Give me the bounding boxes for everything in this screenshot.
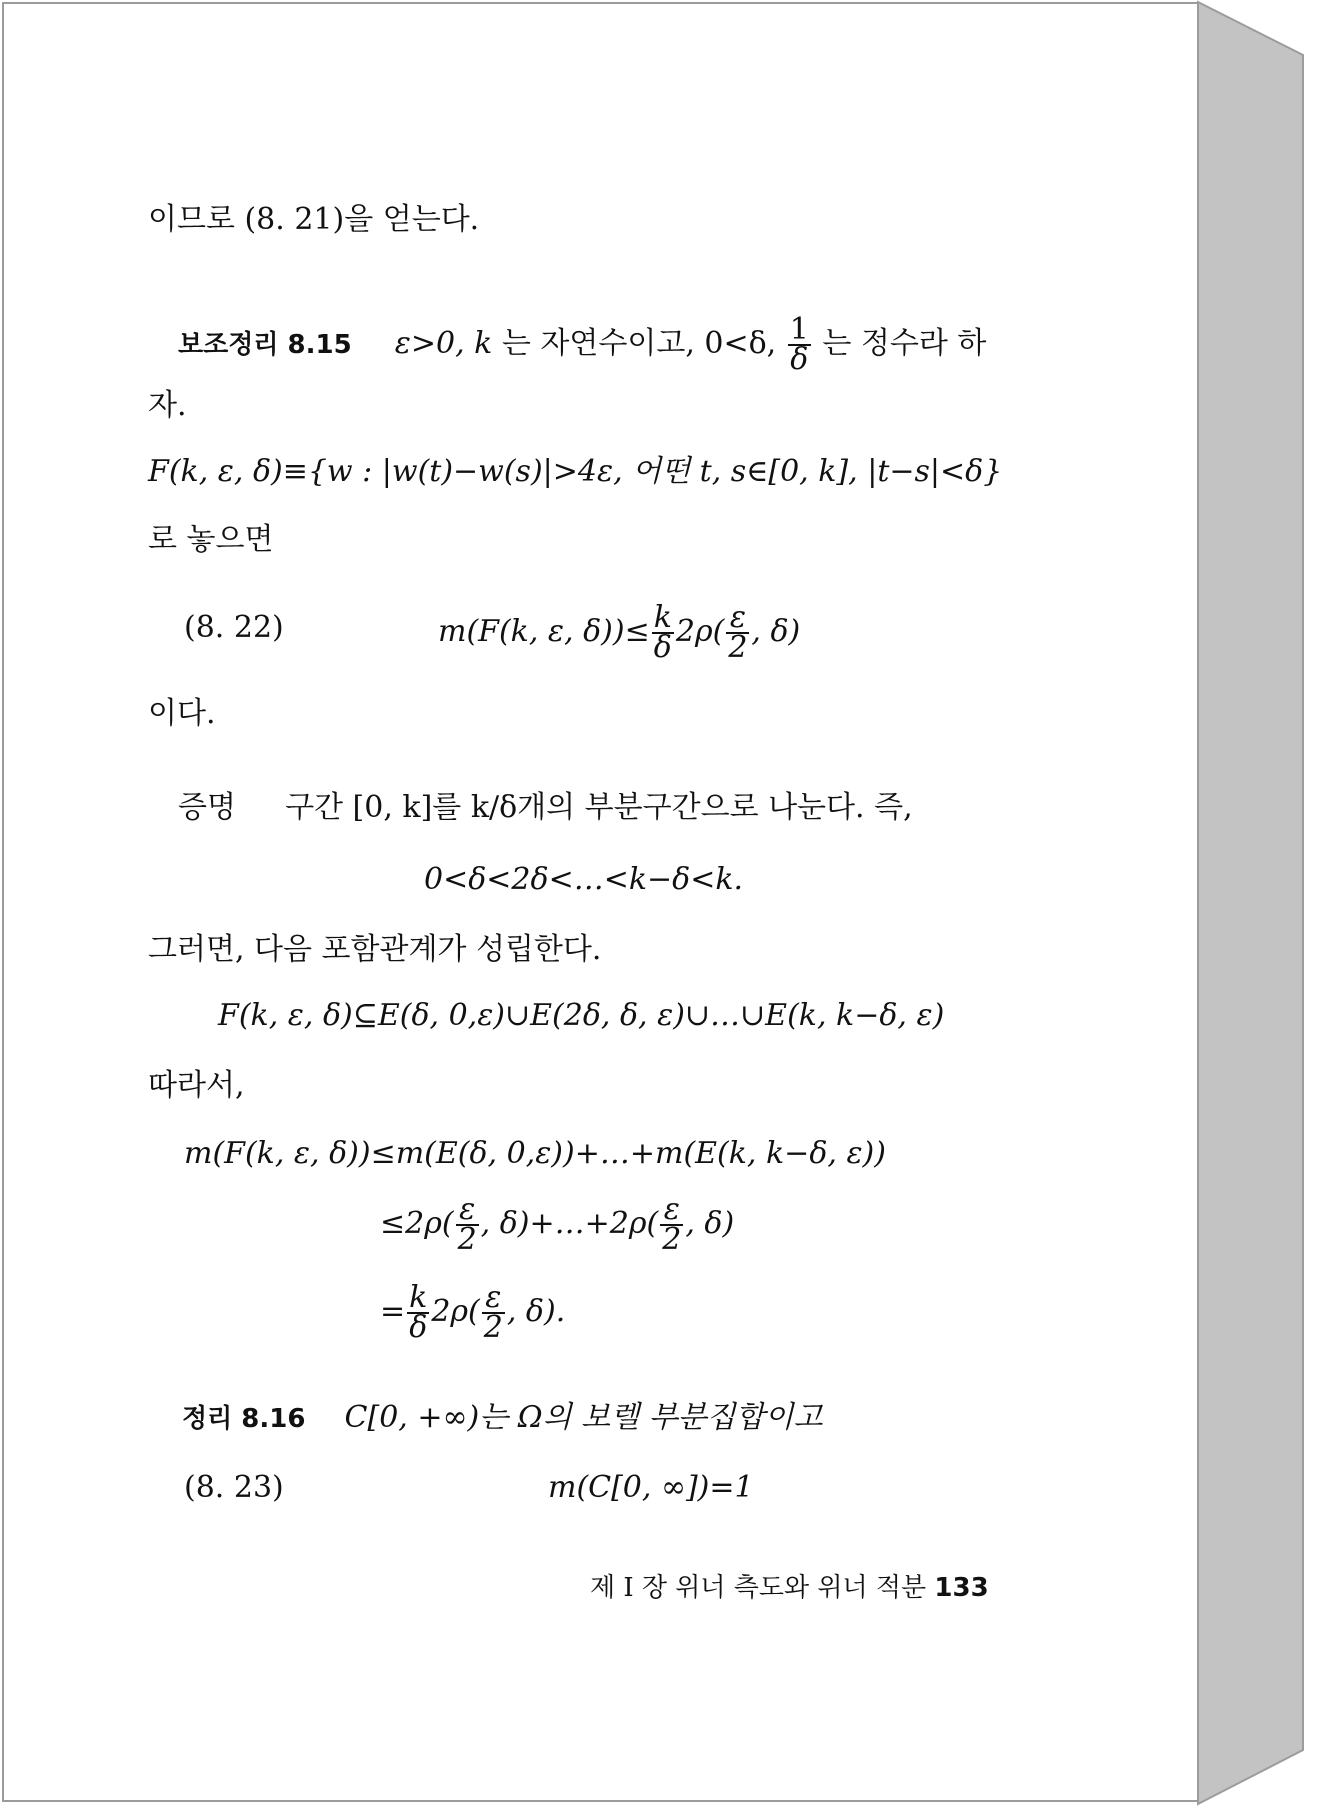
equation-8-23: m(C[0, ∞])=1 (548, 1470, 754, 1505)
measure-bound-line (380, 1192, 735, 1257)
eq822-f1-den: δ (653, 630, 672, 665)
measure-inequality: m(F(k, ε, δ))≤m(E(δ, 0,ε))+…+m(E(k, k−δ, ε)) (184, 1136, 886, 1171)
bound-f2-num: ε (660, 1196, 683, 1226)
equation-8-22-label: (8. 22) (184, 610, 284, 645)
proof-label: 증명 (178, 790, 236, 825)
eq822-f2-den: 2 (728, 630, 748, 665)
text-line-1: 이므로 (8. 21)을 얻는다. (148, 202, 480, 237)
lemma-fraction (788, 312, 811, 377)
lemma-fraction-den: δ (790, 342, 809, 377)
result-f1-num: k (409, 1280, 428, 1315)
bound-f1-num: ε (456, 1196, 479, 1226)
bound-fraction-1 (456, 1192, 479, 1257)
theorem-text: C[0, +∞)는 Ω의 보렐 부분집합이고 (344, 1400, 823, 1435)
eq822-left: m(F(k, ε, δ))≤ (438, 614, 650, 649)
theorem-line (182, 1398, 822, 1439)
theorem-label: 정리 8.16 (182, 1404, 306, 1434)
result-fraction-2 (482, 1280, 505, 1345)
result-f2-den: 2 (483, 1310, 503, 1345)
definition-F: F(k, ε, δ)≡{w : |w(t)−w(s)|>4ε, 어떤 t, s∈[0, k], |t−s|<δ} (148, 454, 1003, 489)
equation-8-22 (438, 600, 801, 665)
bound-f2-den: 2 (662, 1222, 682, 1257)
page-footer (590, 1568, 989, 1608)
eq822-f1-num: k (653, 600, 672, 635)
bound-a: ≤2ρ( (380, 1206, 454, 1241)
inclusion-relation: F(k, ε, δ)⊆E(δ, 0,ε)∪E(2δ, δ, ε)∪…∪E(k, k−δ, ε) (218, 998, 945, 1033)
result-c: , δ). (506, 1294, 566, 1329)
lemma-k: k (474, 326, 493, 361)
text-line-12: 따라서, (148, 1068, 245, 1103)
eq822-f2-num: ε (726, 604, 749, 634)
lemma-fraction-num: 1 (789, 312, 809, 347)
bound-fraction-2 (660, 1192, 683, 1257)
footer-chapter: 제 I 장 위너 측도와 위너 적분 (590, 1573, 927, 1603)
proof-line (178, 788, 913, 828)
bound-c: , δ) (685, 1206, 735, 1241)
result-fraction-1 (407, 1280, 429, 1345)
result-f2-num: ε (482, 1284, 505, 1314)
eq822-fraction-1 (652, 600, 674, 665)
partition-inequality: 0<δ<2δ<…<k−δ<k. (424, 862, 744, 897)
result-f1-den: δ (409, 1310, 428, 1345)
text-line-10: 그러면, 다음 포함관계가 성립한다. (148, 932, 602, 967)
proof-text: 구간 [0, k]를 k/δ개의 부분구간으로 나눈다. 즉, (285, 790, 913, 825)
bound-b: , δ)+…+2ρ( (480, 1206, 659, 1241)
text-line-5: 로 놓으면 (148, 522, 274, 557)
text-line-7: 이다. (148, 696, 216, 731)
result-a: = (380, 1294, 406, 1329)
measure-result-line (380, 1280, 566, 1345)
text-line-3: 자. (148, 388, 187, 423)
lemma-epsilon: ε>0, (394, 326, 475, 361)
lemma-line (178, 312, 987, 377)
eq822-right: , δ) (751, 614, 801, 649)
lemma-label: 보조정리 8.15 (178, 330, 352, 360)
equation-8-23-label: (8. 23) (184, 1470, 284, 1505)
lemma-text-end: 는 정수라 하 (822, 326, 987, 361)
page-number: 133 (934, 1573, 989, 1603)
eq822-mid: 2ρ( (675, 614, 725, 649)
lemma-text: 는 자연수이고, 0<δ, (501, 326, 786, 361)
bound-f1-den: 2 (457, 1222, 477, 1257)
result-b: 2ρ( (431, 1294, 480, 1329)
eq822-fraction-2 (726, 600, 749, 665)
